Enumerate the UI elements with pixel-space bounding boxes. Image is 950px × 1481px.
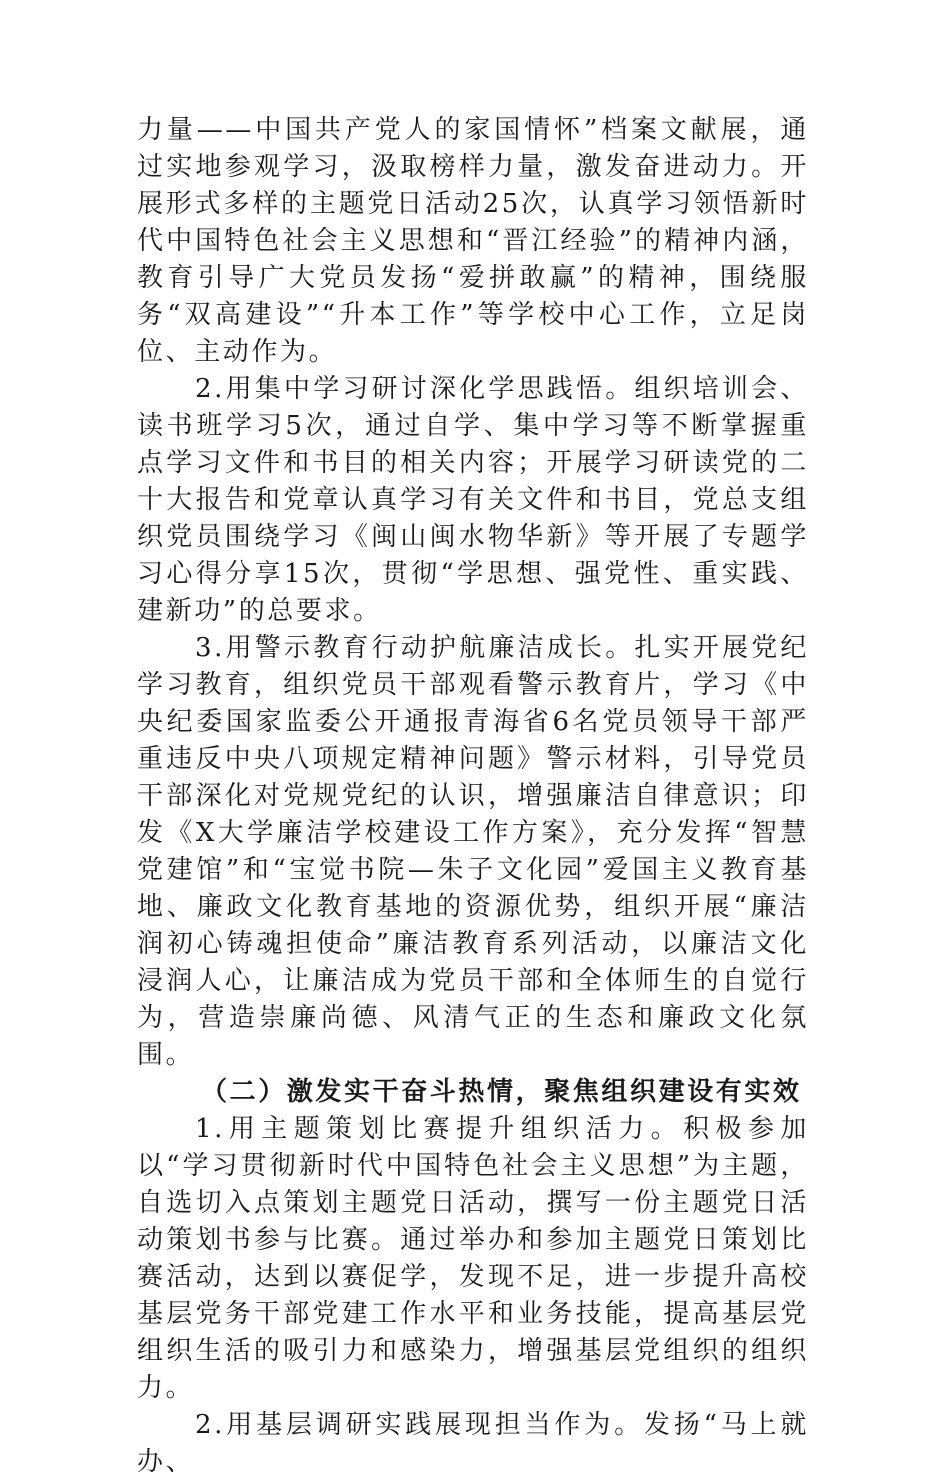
paragraph-item-2-grassroots-research: 2.用基层调研实践展现担当作为。发扬“马上就办、 [137, 1410, 809, 1477]
document-body [137, 112, 809, 1481]
paragraph-continuation: 力量——中国共产党人的家国情怀”档案文献展，通过实地参观学习，汲取榜样力量，激发奋进动力。开展形式多样的主题党日活动25次，认真学习领悟新时代中国特色社会主义思想和“晋江经验”的精神内涵，教育引导广大党员发扬“爱拼敢赢”的精神，围绕服务“双高建设”“升本工作”等学校中心工作，立足岗位、主动作为。 [137, 115, 810, 367]
paragraph-item-1-planning-contest: 1.用主题策划比赛提升组织活力。积极参加以“学习贯彻新时代中国特色社会主义思想”为主题，自选切入点策划主题党日活动，撰写一份主题党日活动策划书参与比赛。通过举办和参加主题党日策划比赛活动，达到以赛促学，发现不足，进一步提升高校基层党务干部党建工作水平和业务技能，提高基层党组织生活的吸引力和感染力，增强基层党组织的组织力。 [137, 1114, 809, 1403]
section-heading: （二）激发实干奋斗热情，聚焦组织建设有实效 [201, 1077, 802, 1107]
paragraph-item-3-warning-education: 3.用警示教育行动护航廉洁成长。扎实开展党纪学习教育，组织党员干部观看警示教育片，学习《中央纪委国家监委公开通报青海省6名党员领导干部严重违反中央八项规定精神问题》警示材料，引导党员干部深化对党规党纪的认识，增强廉洁自律意识；印发《X大学廉洁学校建设工作方案》，充分发挥“智慧党建馆”和“宝觉书院—朱子文化园”爱国主义教育基地、廉政文化教育基地的资源优势，组织开展“廉洁润初心铸魂担使命”廉洁教育系列活动，以廉洁文化浸润人心，让廉洁成为党员干部和全体师生的自觉行为，营造崇廉尚德、风清气正的生态和廉政文化氛围。 [137, 633, 809, 1070]
paragraph-item-2-study: 2.用集中学习研讨深化学思践悟。组织培训会、读书班学习5次，通过自学、集中学习等不断掌握重点学习文件和书目的相关内容；开展学习研读党的二十大报告和党章认真学习有关文件和书目，党总支组织党员围绕学习《闽山闽水物华新》等开展了专题学习心得分享15次，贯彻“学思想、强党性、重实践、建新功”的总要求。 [137, 374, 809, 626]
